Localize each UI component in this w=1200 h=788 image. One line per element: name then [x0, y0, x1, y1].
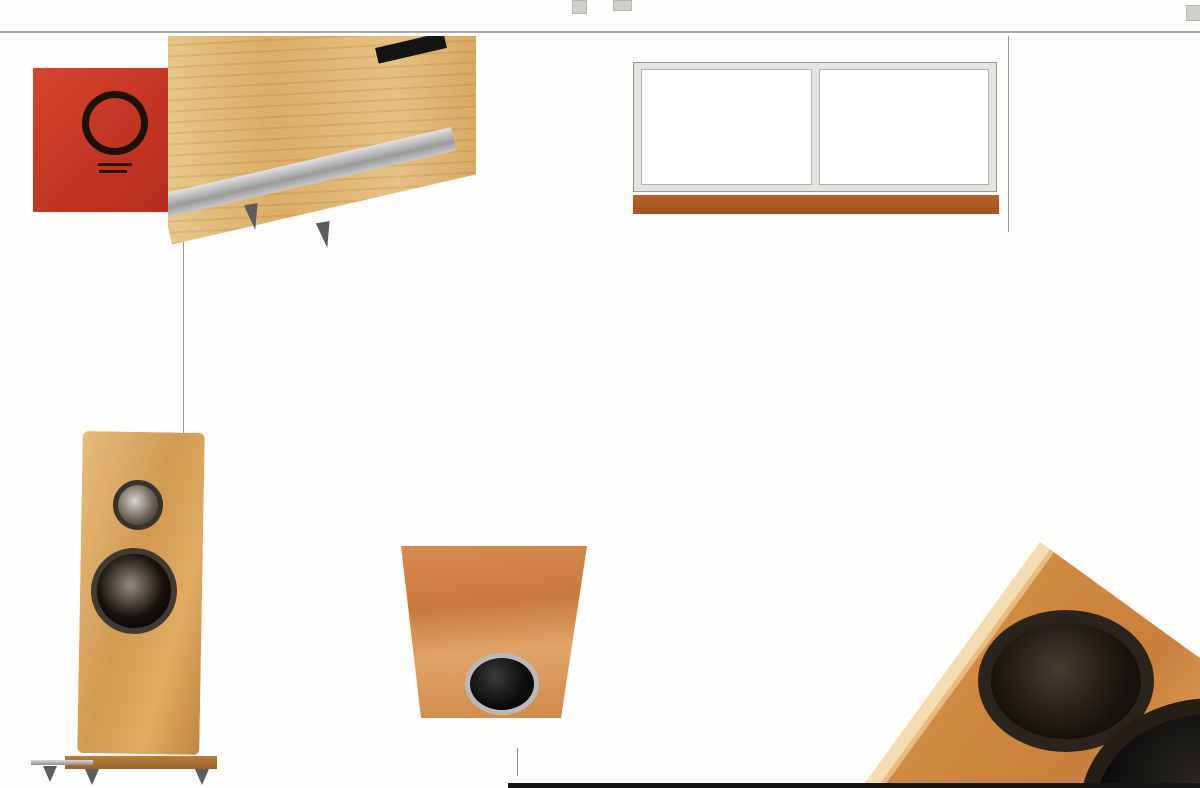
article-column-4: [822, 308, 1003, 320]
viewer-artifact: [613, 0, 632, 11]
measurement-panel: [633, 62, 997, 192]
bass-reflex-port: [465, 653, 539, 715]
anlage-divider: [1008, 36, 1009, 232]
footer-divider: [517, 748, 518, 776]
reflex-port-photo: [393, 546, 593, 718]
viewer-artifact: [572, 0, 587, 14]
speaker-bottom-plate-photo: [168, 36, 476, 249]
album-cover: [33, 68, 174, 212]
gemessenes-banner: [633, 195, 999, 214]
outrigger: [31, 760, 93, 765]
tweeter: [113, 480, 163, 530]
photo-edge-strip: [508, 783, 1200, 788]
frequency-response-chart: [641, 69, 812, 185]
album-title-mark: [98, 170, 126, 173]
album-title-mark: [97, 163, 131, 166]
music-sidebar: [19, 212, 174, 222]
article-column-1: [193, 248, 387, 257]
tweeter-closeup-photo: [828, 542, 1200, 788]
woofer: [91, 548, 177, 634]
spike: [195, 769, 209, 785]
measurement-comment: [641, 228, 998, 237]
spike: [43, 766, 57, 782]
anlage-sidebar: [1022, 58, 1190, 72]
album-circle-art: [79, 87, 151, 158]
header-rule: [0, 31, 1200, 33]
article-column-2: [396, 182, 589, 194]
waterfall-chart: [819, 69, 989, 185]
spike: [316, 221, 334, 249]
spike: [85, 769, 99, 785]
floorstanding-speaker-photo: [25, 424, 260, 788]
viewer-artifact: [1186, 5, 1200, 21]
